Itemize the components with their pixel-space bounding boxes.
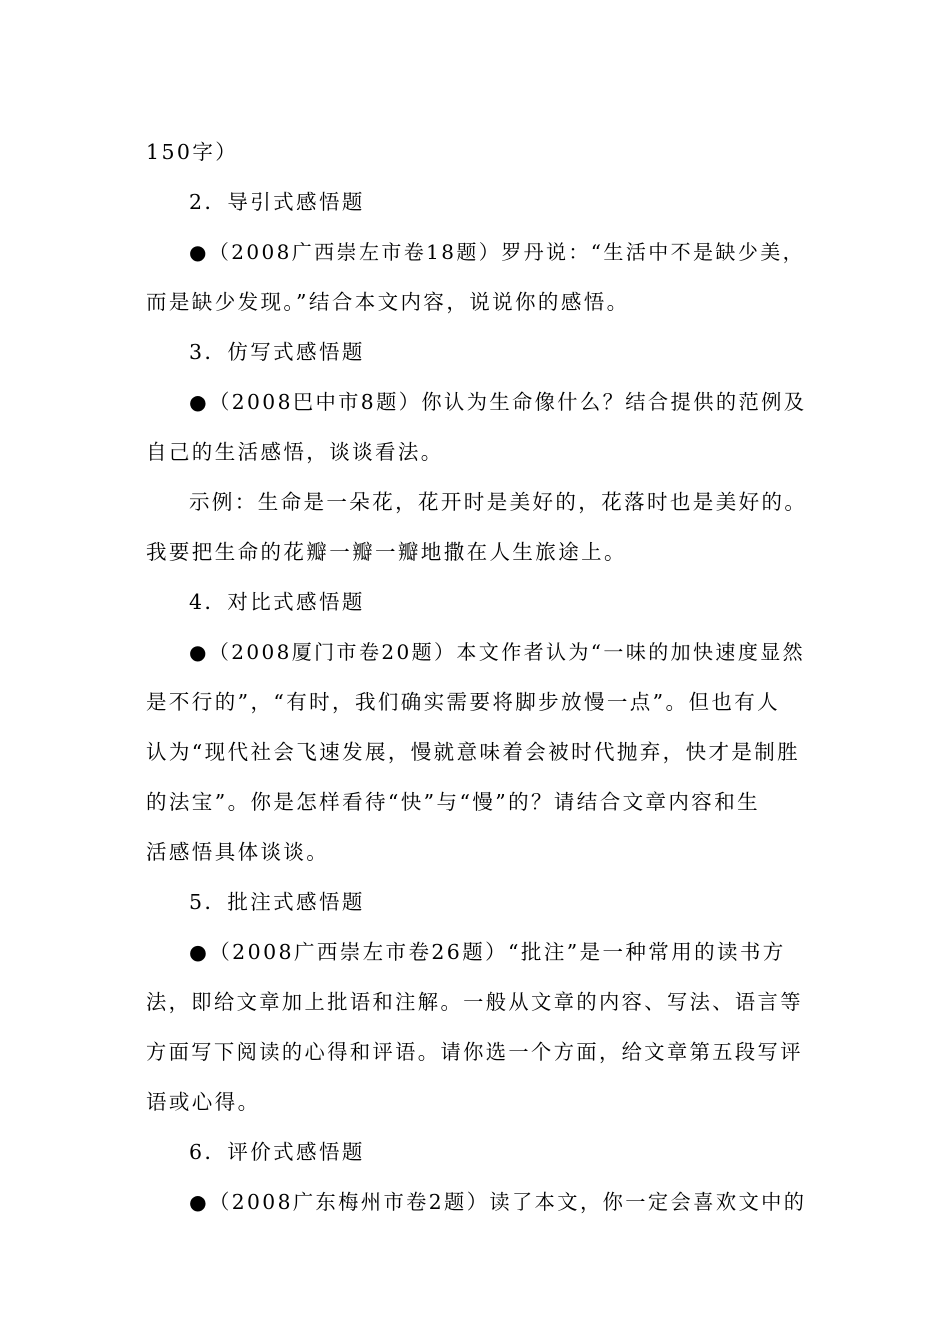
section-heading: 6．评价式感悟题 <box>189 1140 365 1164</box>
question-line: ●（2008广西崇左市卷18题）罗丹说：“生活中不是缺少美， <box>189 240 806 264</box>
section-heading: 2．导引式感悟题 <box>189 190 365 214</box>
text-line: 法，即给文章加上批语和注解。一般从文章的内容、写法、语言等 <box>146 990 803 1014</box>
section-heading: 5．批注式感悟题 <box>189 890 365 914</box>
text-line: 的法宝”。你是怎样看待“快”与“慢”的？请结合文章内容和生 <box>146 790 760 814</box>
document-body <box>146 127 808 1227</box>
text-line: 认为“现代社会飞速发展，慢就意味着会被时代抛弃，快才是制胜 <box>146 740 801 764</box>
question-line: ●（2008巴中市8题）你认为生命像什么？结合提供的范例及 <box>189 390 807 414</box>
text-line: 150字） <box>146 140 239 164</box>
text-line: 我要把生命的花瓣一瓣一瓣地撒在人生旅途上。 <box>146 540 627 564</box>
text-line: 活感悟具体谈谈。 <box>146 840 330 864</box>
question-line: ●（2008厦门市卷20题）本文作者认为“一味的加快速度显然 <box>189 640 806 664</box>
text-line: 是不行的”，“有时，我们确实需要将脚步放慢一点”。但也有人 <box>146 690 781 714</box>
question-line: ●（2008广东梅州市卷2题）读了本文，你一定会喜欢文中的 <box>189 1190 807 1214</box>
section-heading: 3．仿写式感悟题 <box>189 340 365 364</box>
example-line: 示例：生命是一朵花，花开时是美好的，花落时也是美好的。 <box>189 490 808 514</box>
text-line: 自己的生活感悟，谈谈看法。 <box>146 440 444 464</box>
question-line: ●（2008广西崇左市卷26题）“批注”是一种常用的读书方 <box>189 940 786 964</box>
text-line: 方面写下阅读的心得和评语。请你选一个方面，给文章第五段写评 <box>146 1040 803 1064</box>
text-line: 语或心得。 <box>146 1090 261 1114</box>
section-heading: 4．对比式感悟题 <box>189 590 365 614</box>
text-line: 而是缺少发现。”结合本文内容，说说你的感悟。 <box>146 290 630 314</box>
